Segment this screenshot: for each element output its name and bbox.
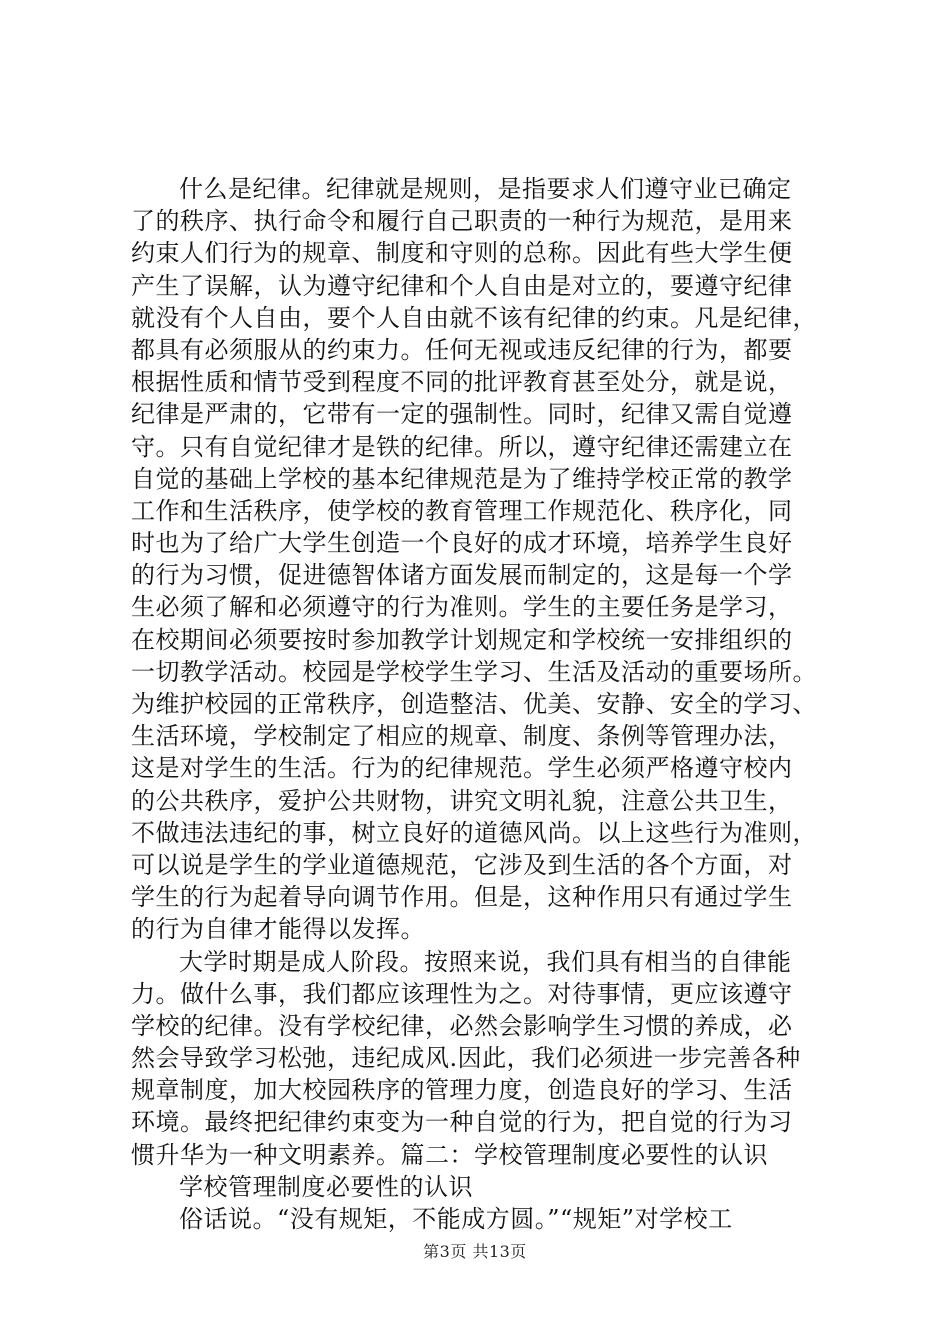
page-footer — [0, 1242, 950, 1262]
text-line: 根据性质和情节受到程度不同的批评教育甚至处分，就是说， — [131, 368, 793, 397]
text-line: 在校期间必须要按时参加教学计划规定和学校统一安排组织的 — [131, 625, 793, 654]
text-line: 一切教学活动。校园是学校学生学习、生活及活动的重要场所。 — [131, 657, 817, 686]
text-line: 了的秩序、执行命令和履行自己职责的一种行为规范，是用来 — [131, 207, 793, 236]
text-line: 学生的行为起着导向调节作用。但是，这种作用只有通过学生 — [131, 883, 793, 912]
page-number: 第3页 共13页 — [423, 1242, 527, 1261]
text-line: 规章制度，加大校园秩序的管理力度，创造良好的学习、生活 — [131, 1076, 793, 1105]
text-line: 可以说是学生的学业道德规范，它涉及到生活的各个方面，对 — [131, 850, 793, 879]
text-line: 纪律是严肃的，它带有一定的强制性。同时，纪律又需自觉遵 — [131, 400, 793, 429]
text-line: 不做违法违纪的事，树立良好的道德风尚。以上这些行为准则， — [131, 818, 817, 847]
text-line: 自觉的基础上学校的基本纪律规范是为了维持学校正常的教学 — [131, 464, 793, 493]
text-line: 然会导致学习松弛，违纪成风.因此，我们必须进一步完善各种 — [131, 1044, 801, 1073]
text-line: 生必须了解和必须遵守的行为准则。学生的主要任务是学习， — [131, 593, 793, 622]
text-line: 的行为自律才能得以发挥。 — [131, 915, 425, 944]
text-line: 学校的纪律。没有学校纪律，必然会影响学生习惯的养成，必 — [131, 1011, 793, 1040]
text-line: 工作和生活秩序，使学校的教育管理工作规范化、秩序化，同 — [131, 496, 793, 525]
text-line: 都具有必须服从的约束力。任何无视或违反纪律的行为，都要 — [131, 335, 793, 364]
document-body — [131, 173, 831, 1235]
text-line: 俗话说。“没有规矩，不能成方圆。”“规矩”对学校工 — [179, 1205, 733, 1233]
text-line: 时也为了给广大学生创造一个良好的成才环境，培养学生良好 — [131, 529, 793, 558]
text-line: 环境。最终把纪律约束变为一种自觉的行为，把自觉的行为习 — [131, 1108, 793, 1137]
text-line: 就没有个人自由，要个人自由就不该有纪律的约束。凡是纪律， — [131, 303, 817, 332]
text-line: 守。只有自觉纪律才是铁的纪律。所以，遵守纪律还需建立在 — [131, 432, 793, 461]
section-heading: 学校管理制度必要性的认识 — [179, 1172, 473, 1201]
text-line: 的行为习惯，促进德智体诸方面发展而制定的，这是每一个学 — [131, 561, 793, 590]
text-line: 惯升华为一种文明素养。篇二：学校管理制度必要性的认识 — [131, 1140, 768, 1169]
text-line: 的公共秩序，爱护公共财物，讲究文明礼貌，注意公共卫生， — [131, 786, 793, 815]
text-line: 为维护校园的正常秩序，创造整洁、优美、安静、安全的学习、 — [131, 690, 817, 718]
text-line: 产生了误解，认为遵守纪律和个人自由是对立的，要遵守纪律 — [131, 271, 793, 300]
text-line: 力。做什么事，我们都应该理性为之。对待事情，更应该遵守 — [131, 979, 793, 1008]
text-line: 这是对学生的生活。行为的纪律规范。学生必须严格遵守校内 — [131, 754, 793, 783]
text-line: 约束人们行为的规章、制度和守则的总称。因此有些大学生便 — [131, 239, 793, 268]
text-line: 生活环境，学校制定了相应的规章、制度、条例等管理办法， — [131, 722, 793, 751]
text-line: 什么是纪律。纪律就是规则，是指要求人们遵守业已确定 — [179, 175, 792, 203]
text-line: 大学时期是成人阶段。按照来说，我们具有相当的自律能 — [179, 947, 792, 976]
